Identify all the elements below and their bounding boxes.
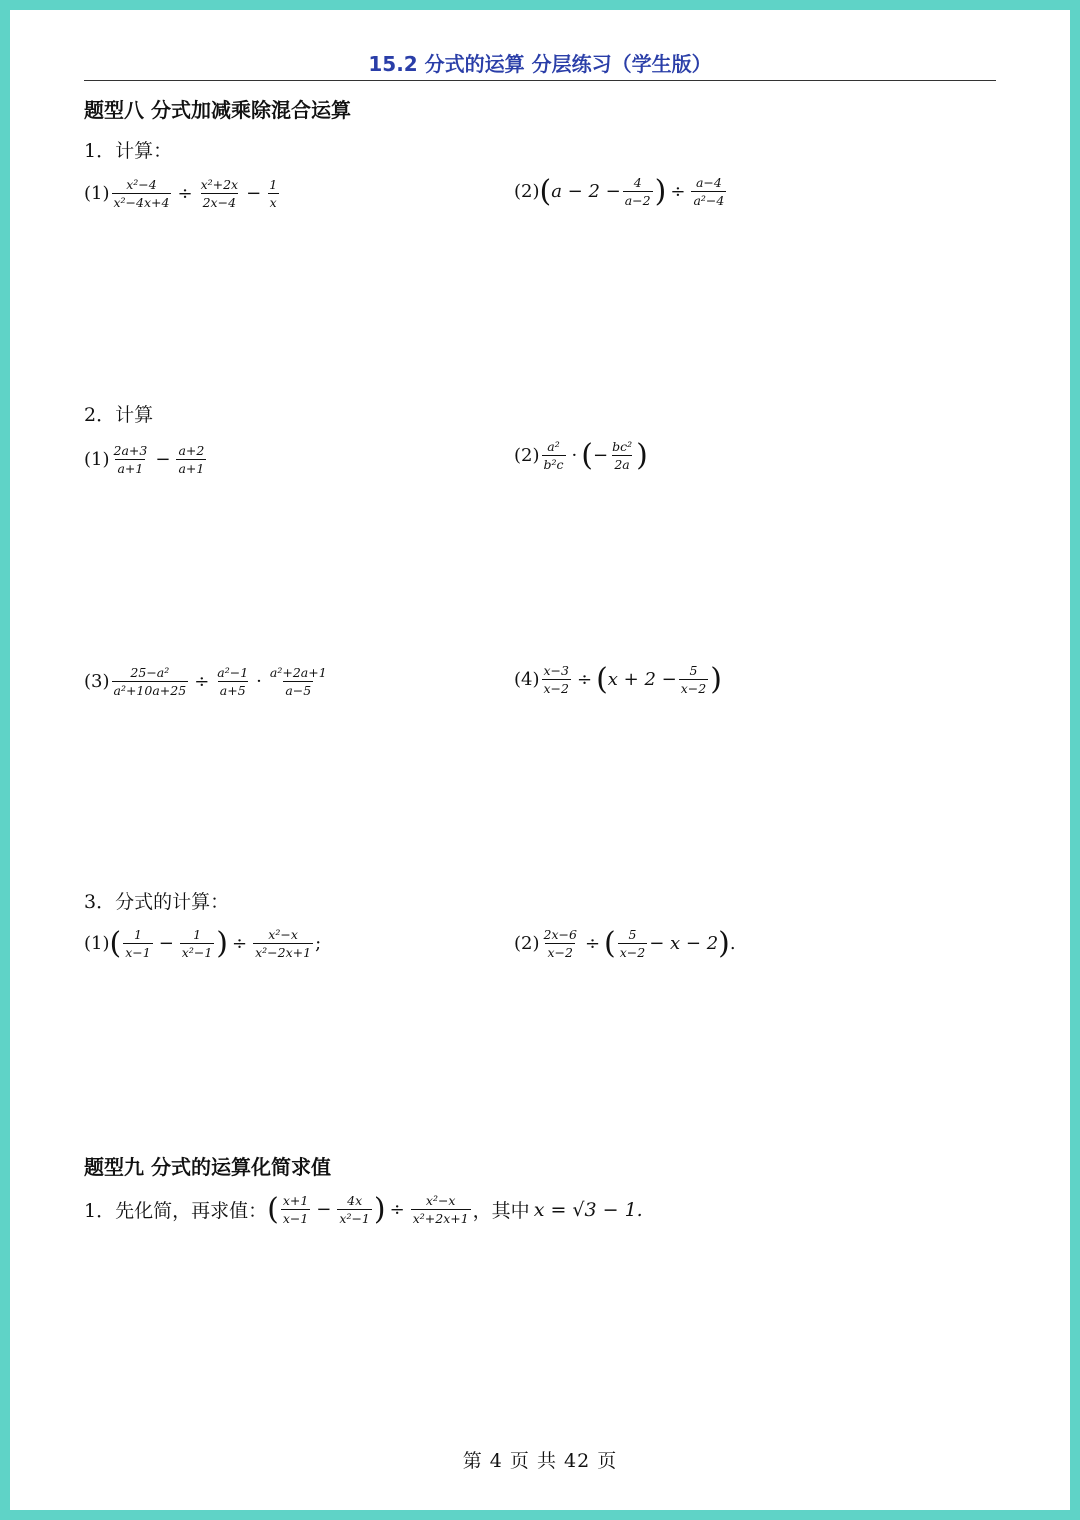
numerator: a²−1 (217, 665, 249, 680)
operator: ÷ (177, 183, 193, 205)
denominator: x−2 (680, 681, 707, 697)
fraction (337, 1194, 372, 1225)
page-title: 15.2 分式的运算 分层练习（学生版） (368, 52, 712, 76)
denominator: x²−2x+1 (255, 945, 312, 961)
numerator: bc² (612, 439, 633, 454)
fraction (215, 666, 250, 697)
numerator: x+1 (282, 1193, 309, 1208)
numerator: x²+2x (200, 177, 239, 192)
paren: ( (539, 173, 552, 209)
numerator: a+2 (178, 443, 205, 458)
denominator: x²−1 (181, 945, 213, 961)
expression-text: − x − 2 (649, 933, 719, 955)
paren: ( (596, 661, 608, 697)
question-1-label: 1．计算： (84, 140, 173, 162)
semicolon: ; (315, 933, 322, 955)
fraction (691, 176, 726, 207)
numerator: 5 (628, 927, 637, 942)
q3-part1 (84, 925, 322, 961)
numerator: 2x−6 (543, 927, 577, 942)
numerator: 1 (193, 927, 202, 942)
expression-text: − (592, 445, 609, 467)
operator: − (155, 449, 171, 471)
denominator: x (269, 195, 277, 211)
condition-value: x = √3 − 1. (533, 1198, 643, 1221)
part-number: (2) (514, 445, 540, 467)
denominator: x²−1 (339, 1211, 370, 1227)
numerator: a² (547, 439, 560, 454)
denominator: x−2 (619, 945, 646, 961)
numerator: a−4 (695, 175, 722, 190)
fraction (123, 928, 152, 959)
denominator: 2a (614, 457, 630, 473)
fraction (411, 1194, 471, 1225)
denominator: a²−4 (693, 193, 725, 209)
fraction (542, 928, 579, 959)
fraction (112, 178, 172, 209)
numerator: 4 (633, 175, 642, 190)
denominator: x−1 (282, 1211, 309, 1227)
numerator: 2a+3 (113, 443, 148, 458)
question-label: 1．先化简，再求值： (84, 1200, 268, 1223)
fraction (112, 444, 150, 475)
denominator: x−2 (547, 945, 573, 961)
q1-part1 (84, 178, 281, 209)
fraction (542, 440, 566, 471)
part-number: (2) (514, 181, 540, 203)
worksheet-page (10, 10, 1070, 1510)
part-number: (2) (514, 933, 540, 955)
fraction (618, 928, 647, 959)
section-9-title: 题型九 分式的运算化简求值 (84, 1155, 331, 1179)
numerator: 25−a² (130, 665, 170, 680)
numerator: x−3 (543, 663, 569, 678)
q2-part2 (514, 437, 648, 473)
numerator: x²−x (425, 1193, 456, 1208)
operator: · (571, 445, 578, 467)
paren: ( (109, 925, 122, 961)
numerator: 1 (133, 927, 142, 942)
denominator: a+5 (219, 683, 246, 699)
denominator: a²+10a+25 (113, 683, 187, 699)
fraction (112, 666, 189, 697)
denominator: 2x−4 (202, 195, 237, 211)
denominator: a+1 (117, 461, 144, 477)
part-number: (4) (514, 669, 540, 691)
part-number: (3) (84, 671, 110, 693)
q2-part4 (514, 661, 722, 697)
s9-question-1 (84, 1191, 643, 1227)
numerator: 1 (269, 177, 278, 192)
expression-text: a − 2 − (551, 181, 621, 203)
operator: ÷ (194, 671, 210, 693)
fraction (542, 664, 571, 695)
paren: ) (718, 925, 730, 961)
operator: · (256, 671, 262, 693)
period: . (729, 933, 736, 955)
paren: ) (636, 437, 648, 473)
numerator: x²−x (268, 927, 298, 942)
q3-part2 (514, 925, 736, 961)
paren: ) (710, 661, 722, 697)
paren: ) (373, 1191, 386, 1227)
fraction (679, 664, 708, 695)
operator: ÷ (389, 1199, 405, 1221)
paren: ( (604, 925, 616, 961)
operator: ÷ (584, 933, 601, 955)
fraction (267, 178, 279, 209)
operator: − (158, 933, 174, 955)
fraction (199, 178, 241, 209)
part-number: (1) (84, 933, 110, 955)
q2-part1 (84, 444, 208, 475)
numerator: 5 (689, 663, 698, 678)
header-divider (84, 80, 996, 81)
q2-part3 (84, 666, 331, 697)
denominator: a−2 (624, 193, 651, 209)
part-number: (1) (84, 449, 110, 471)
fraction (253, 928, 313, 959)
denominator: a−5 (285, 683, 312, 699)
paren: ( (581, 437, 593, 473)
operator: ÷ (670, 181, 686, 203)
denominator: a+1 (178, 461, 205, 477)
paren: ) (654, 173, 667, 209)
paren: ( (267, 1191, 279, 1227)
part-number: (1) (84, 183, 110, 205)
fraction (610, 440, 634, 471)
numerator: x²−4 (126, 177, 157, 192)
fraction (180, 928, 215, 959)
fraction (623, 176, 653, 207)
denominator: x²−4x+4 (113, 195, 170, 211)
operator: ÷ (576, 669, 593, 691)
denominator: x²+2x+1 (412, 1211, 469, 1227)
fraction (281, 1194, 310, 1225)
denominator: x−2 (543, 681, 569, 697)
fraction (268, 666, 329, 697)
condition-text: ，其中 (472, 1200, 530, 1223)
question-3-label: 3．分式的计算： (84, 891, 230, 913)
section-8-title: 题型八 分式加减乘除混合运算 (84, 98, 351, 122)
denominator: x−1 (125, 945, 151, 961)
operator: − (316, 1199, 332, 1221)
operator: − (246, 183, 262, 205)
question-2-label: 2．计算 (84, 404, 154, 426)
fraction (176, 444, 206, 475)
numerator: a²+2a+1 (269, 665, 327, 680)
page-footer: 第 4 页 共 42 页 (462, 1450, 618, 1472)
numerator: 4x (347, 1193, 363, 1208)
denominator: b²c (543, 457, 564, 473)
operator: ÷ (232, 933, 248, 955)
paren: ) (216, 925, 229, 961)
q1-part2 (514, 173, 728, 209)
expression-text: x + 2 − (607, 669, 677, 691)
